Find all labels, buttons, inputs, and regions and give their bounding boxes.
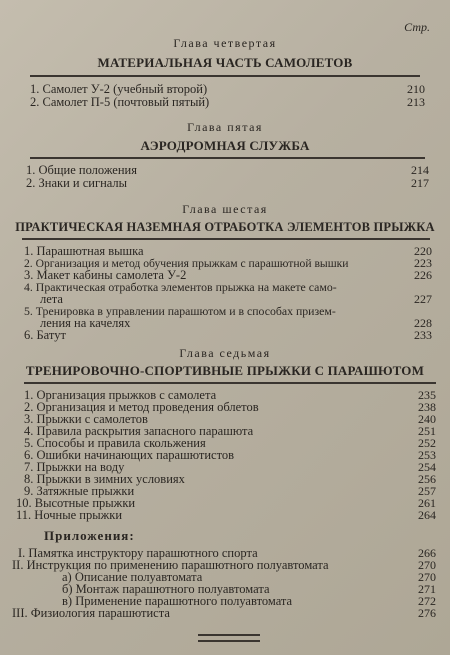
toc-entry-text: III. Физиология парашютиста [12, 606, 170, 620]
toc-page-number: 235 [418, 388, 436, 402]
appendix-heading: Приложения: [44, 528, 135, 543]
toc-page-number: 233 [414, 328, 432, 342]
toc-page-number: 256 [418, 472, 436, 486]
toc-page-number: 264 [418, 508, 436, 522]
chapter-7-rule [24, 382, 436, 384]
toc-entry-text: 6. Батут [24, 328, 66, 342]
toc-entry-text: 5. Способы и правила скольжения [24, 436, 206, 450]
chapter-4-heading: Глава четвертая [173, 36, 277, 50]
toc-entry-text: II. Инструкция по применению парашютного полуавтомата [12, 558, 329, 572]
toc-page-number: 257 [418, 484, 436, 498]
toc-entry-text: 9. Затяжные прыжки [24, 484, 135, 498]
toc-page-number: 254 [418, 460, 436, 474]
page-column-label: Стр. [404, 20, 430, 34]
toc-entry-text: 2. Организация и метод проведения облетов [24, 400, 259, 414]
toc-entry-text: 1. Самолет У-2 (учебный второй) [30, 82, 208, 96]
toc-page-number: 251 [418, 424, 436, 438]
toc-entry-text: 11. Ночные прыжки [16, 508, 123, 522]
toc-page-number: 261 [418, 496, 436, 510]
toc-entry-text: лета [40, 292, 63, 306]
toc-page-number: 272 [418, 594, 436, 608]
toc-entry-text: ления на качелях [40, 316, 131, 330]
toc-entry-text: 4. Правила раскрытия запасного парашюта [24, 424, 254, 438]
chapter-4-rule [30, 75, 420, 77]
toc-page-number: 227 [414, 292, 432, 306]
toc-page-number: 214 [411, 163, 429, 177]
end-divider [198, 640, 260, 642]
toc-entry-text: в) Применение парашютного полуавтомата [62, 594, 293, 608]
toc-entry-text: 5. Тренировка в управлении парашютом и в способах призем- [24, 304, 336, 318]
toc-entry-text: 6. Ошибки начинающих парашютистов [24, 448, 235, 462]
toc-page-number: 276 [418, 606, 436, 620]
toc-entry-text: 1. Организация прыжков с самолета [24, 388, 217, 402]
toc-entry-text: 10. Высотные прыжки [16, 496, 136, 510]
chapter-6-rule [22, 238, 430, 240]
chapter-6-title: ПРАКТИЧЕСКАЯ НАЗЕМНАЯ ОТРАБОТКА ЭЛЕМЕНТОВ ПРЫЖКА [15, 220, 435, 234]
toc-entry-text: б) Монтаж парашютного полуавтомата [62, 582, 270, 596]
toc-entry-text: 2. Знаки и сигналы [26, 176, 128, 190]
toc-page-number: 252 [418, 436, 436, 450]
chapter-6-heading: Глава шестая [182, 202, 268, 216]
toc-entry-text: 3. Прыжки с самолетов [24, 412, 148, 426]
toc-page-number: 270 [418, 570, 436, 584]
toc-page-number: 223 [414, 256, 432, 270]
toc-entry-text: 2. Организация и метод обучения прыжкам с парашютной вышки [24, 257, 349, 270]
chapter-5-rule [30, 157, 425, 159]
toc-page-number: 240 [418, 412, 436, 426]
toc-entry-text: 1. Парашютная вышка [24, 244, 144, 258]
chapter-7-heading: Глава седьмая [179, 346, 271, 360]
toc-page-number: 213 [407, 95, 425, 109]
toc-page-number: 253 [418, 448, 436, 462]
toc-page-number: 270 [418, 558, 436, 572]
toc-page-number: 217 [411, 176, 429, 190]
toc-entry-text: 7. Прыжки на воду [24, 460, 125, 474]
toc-page-number: 220 [414, 244, 432, 258]
toc-page-number: 228 [414, 316, 432, 330]
chapter-5-title: АЭРОДРОМНАЯ СЛУЖБА [140, 138, 310, 153]
chapter-5-heading: Глава пятая [187, 120, 263, 134]
toc-entry-text: 4. Практическая отработка элементов прыжка на макете само- [24, 280, 337, 294]
toc-row [12, 606, 436, 621]
end-divider [198, 634, 260, 636]
toc-entry-text: I. Памятка инструктору парашютного спорта [18, 546, 258, 560]
toc-entry-text: 3. Макет кабины самолета У-2 [24, 268, 187, 282]
toc-page-number: 210 [407, 82, 425, 96]
toc-page-number: 266 [418, 546, 436, 560]
chapter-7-title: ТРЕНИРОВОЧНО-СПОРТИВНЫЕ ПРЫЖКИ С ПАРАШЮТОМ [25, 363, 425, 378]
toc-entry-text: 1. Общие положения [26, 163, 137, 177]
toc-entry-text: 8. Прыжки в зимних условиях [24, 472, 185, 486]
toc-entry-text: а) Описание полуавтомата [62, 570, 203, 584]
toc-page-number: 238 [418, 400, 436, 414]
toc-row [24, 328, 432, 343]
toc-entry-text: 2. Самолет П-5 (почтовый пятый) [30, 95, 210, 109]
chapter-4-title: МАТЕРИАЛЬНАЯ ЧАСТЬ САМОЛЕТОВ [97, 55, 353, 70]
toc-row [30, 95, 425, 110]
toc-row [26, 176, 429, 191]
toc-row [16, 508, 436, 523]
toc-page-number: 226 [414, 268, 432, 282]
toc-page-number: 271 [418, 582, 436, 596]
